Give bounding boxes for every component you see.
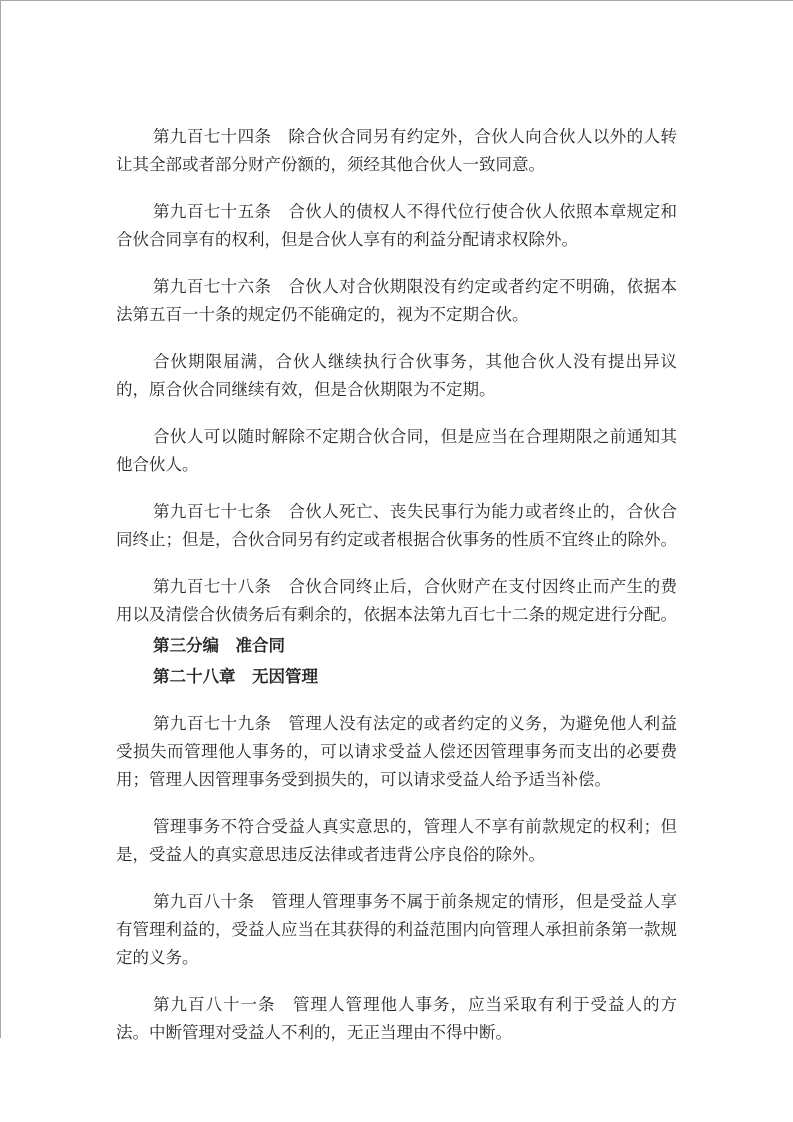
article-981: 第九百八十一条 管理人管理他人事务，应当采取有利于受益人的方法。中断管理对受益人不利的，无正当理由不得中断。 xyxy=(116,995,677,1042)
article-979-para-2: 管理事务不符合受益人真实意思的，管理人不享有前款规定的权利；但是，受益人的真实意思违反法律或者违背公序良俗的除外。 xyxy=(116,817,677,864)
article-975: 第九百七十五条 合伙人的债权人不得代位行使合伙人依照本章规定和合伙合同享有的权利，但是合伙人享有的利益分配请求权除外。 xyxy=(116,202,677,249)
article-976-para-3: 合伙人可以随时解除不定期合伙合同，但是应当在合理期限之前通知其他合伙人。 xyxy=(116,427,677,474)
article-977: 第九百七十七条 合伙人死亡、丧失民事行为能力或者终止的，合伙合同终止；但是，合伙合同另有约定或者根据合伙事务的性质不宜终止的除外。 xyxy=(116,502,677,549)
article-974: 第九百七十四条 除合伙合同另有约定外，合伙人向合伙人以外的人转让其全部或者部分财产份额的，须经其他合伙人一致同意。 xyxy=(116,127,677,174)
article-978: 第九百七十八条 合伙合同终止后，合伙财产在支付因终止而产生的费用以及清偿合伙债务后有剩余的，依据本法第九百七十二条的规定进行分配。 xyxy=(116,577,677,624)
article-976-para-2: 合伙期限届满，合伙人继续执行合伙事务，其他合伙人没有提出异议的，原合伙合同继续有效，但是合伙期限为不定期。 xyxy=(116,352,677,399)
article-980: 第九百八十条 管理人管理事务不属于前条规定的情形，但是受益人享有管理利益的，受益人应当在其获得的利益范围内向管理人承担前条第一款规定的义务。 xyxy=(116,892,677,967)
article-979: 第九百七十九条 管理人没有法定的或者约定的义务，为避免他人利益受损失而管理他人事务的，可以请求受益人偿还因管理事务而支出的必要费用；管理人因管理事务受到损失的，可以请求受益人给予适当补偿。 xyxy=(116,714,677,789)
page-edge-line xyxy=(0,1,1,1038)
article-976: 第九百七十六条 合伙人对合伙期限没有约定或者约定不明确，依据本法第五百一十条的规定仍不能确定的，视为不定期合伙。 xyxy=(116,277,677,324)
part-heading: 第三分编 准合同 xyxy=(153,636,285,655)
chapter-heading: 第二十八章 无因管理 xyxy=(153,667,318,686)
